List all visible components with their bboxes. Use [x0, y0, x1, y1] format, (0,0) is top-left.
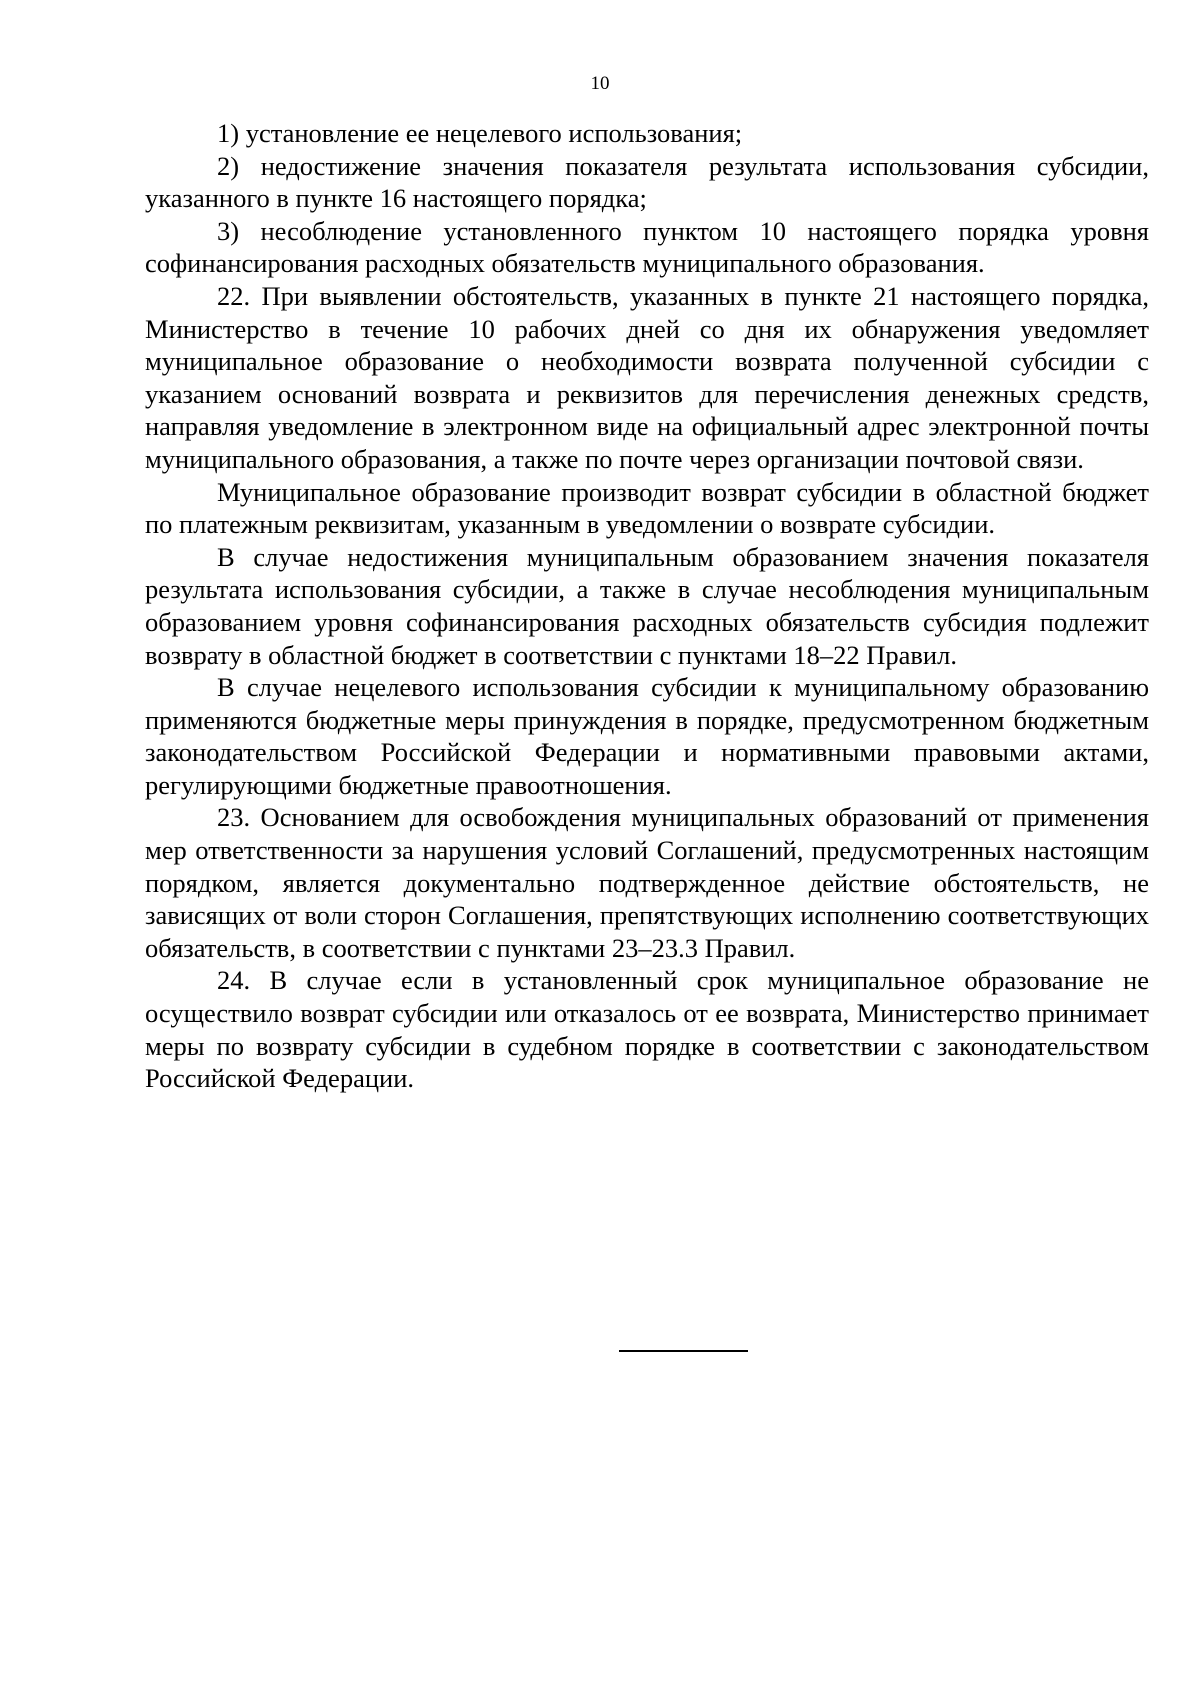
paragraph-clause-24: 24. В случае если в установленный срок муниципальное образование не осуществило возврат субсидии или отказалось от ее возврата, Министерство принимает меры по возврату субсидии в судебном порядке в соответствии с законодательством Российской Федерации.: [145, 965, 1149, 1094]
paragraph-item-1: 1) установление ее нецелевого использования;: [217, 118, 743, 148]
end-of-document-rule: [619, 1350, 748, 1352]
paragraph-clause-23: 23. Основанием для освобождения муниципальных образований от применения мер ответственности за нарушения условий Соглашений, предусмотренных настоящим порядком, является документально подтвержденное действие обстоятельств, не зависящих от воли сторон Соглашения, препятствующих исполнению соответствующих обязательств, в соответствии с пунктами 23–23.3 Правил.: [145, 802, 1149, 963]
paragraph-misuse-measures: В случае нецелевого использования субсидии к муниципальному образованию применяются бюджетные меры принуждения в порядке, предусмотренном бюджетным законодательством Российской Федерации и нормативными правовыми актами, регулирующими бюджетные правоотношения.: [145, 672, 1149, 800]
paragraph-item-2: 2) недостижение значения показателя результата использования субсидии, указанного в пункте 16 настоящего порядка;: [145, 150, 1149, 214]
page-number: 10: [590, 73, 610, 94]
paragraph-return-procedure: Муниципальное образование производит возврат субсидии в областной бюджет по платежным реквизитам, указанным в уведомлении о возврате субсидии.: [145, 476, 1149, 540]
paragraph-item-3: 3) несоблюдение установленного пунктом 10 настоящего порядка уровня софинансирования расходных обязательств муниципального образования.: [145, 215, 1149, 279]
document-body: [145, 117, 1149, 1095]
paragraph-clause-22: 22. При выявлении обстоятельств, указанных в пункте 21 настоящего порядка, Министерство в течение 10 рабочих дней со дня их обнаружения уведомляет муниципальное образование о необходимости возврата полученной субсидии с указанием оснований возврата и реквизитов для перечисления денежных средств, направляя уведомление в электронном виде на официальный адрес электронной почты муниципального образования, а также по почте через организации почтовой связи.: [145, 280, 1149, 474]
paragraph-non-achievement: В случае недостижения муниципальным образованием значения показателя результата использования субсидии, а также в случае несоблюдения муниципальным образованием уровня софинансирования расходных обязательств субсидия подлежит возврату в областной бюджет в соответствии с пунктами 18–22 Правил.: [145, 541, 1149, 670]
